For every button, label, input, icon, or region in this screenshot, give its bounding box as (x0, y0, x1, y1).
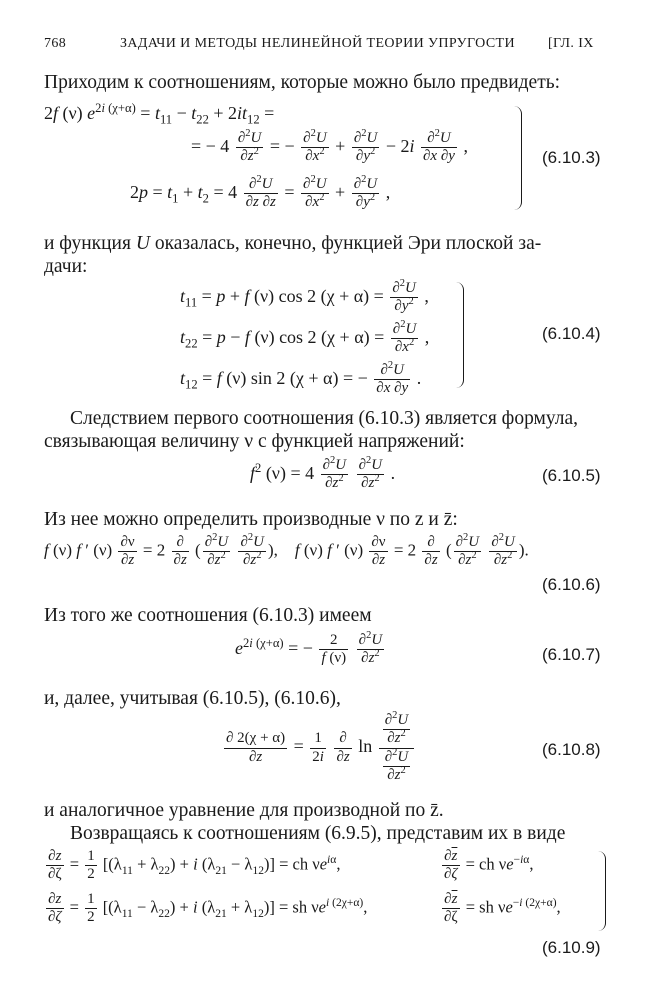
paragraph: и, далее, учитывая (6.10.5), (6.10.6), (44, 688, 341, 709)
paragraph: дачи: (44, 256, 88, 277)
equation-line: $\frac{\partial 2(\chi + \alpha)}{\partial z}$ = $\frac{1}{2i}$ $\frac{\partial}{\partial z}$ ln $\frac{\frac{\partial^2U}{\partial\overline{z}^2}}{\frac{\partial^2U}{\partial z^2}}$ (222, 712, 416, 784)
equation-number: (6.10.3) (542, 148, 601, 167)
paragraph: Из нее можно определить производные ν по z и z̄: (44, 509, 458, 530)
chapter-label: [ГЛ. IX (548, 36, 594, 51)
paragraph: Из того же соотношения (6.10.3) имеем (44, 605, 372, 626)
paragraph: и аналогичное уравнение для производной по z̄. (44, 800, 444, 821)
equation-brace (598, 851, 606, 931)
equation-line: $e^{2i (\chi+\alpha)}$ = − $\frac{2}{f (\nu)}$ $\frac{\partial^2U}{\partial\overline{z}^2}$ (235, 630, 383, 667)
equation-line: f (ν) f ′ (ν) $\frac{\partial\nu}{\partial z}$ = 2 $\frac{\partial}{\partial z}$ ( $\frac{\partial^2U}{\partial z^2}$ $\frac{\partial^2U}{\partial\overline{z}^2}$ ), f (ν) f ′ (ν) $\frac{\partial\nu}{\partial\overline{z}}$ = 2 $\frac{\partial}{\partial\overline{z}}$ ( $\frac{\partial^2U}{\partial z^2}$ $\frac{\partial^2U}{\partial\overline{z}^2}$ ). (44, 532, 529, 569)
equation-line: $2p = t_1 + t_2 = 4$ $\frac{\partial^2U}{\partial z \partial\overline{z}}$ = $\frac{\partial^2U}{\partial x^2}$ + $\frac{\partial^2U}{\partial y^2}$ , (130, 174, 391, 211)
equation-line: $t_{12} = f$ (ν) sin 2 (χ + α) = − $\frac{\partial^2U}{\partial x \partial y}$ . (180, 360, 422, 397)
equation-number: (6.10.4) (542, 324, 601, 343)
equation-brace (456, 282, 464, 388)
paragraph: и функция U оказалась, конечно, функцией Эри плоской за- (44, 233, 542, 254)
running-title: ЗАДАЧИ И МЕТОДЫ НЕЛИНЕЙНОЙ ТЕОРИИ УПРУГОСТИ (120, 36, 516, 51)
equation-number: (6.10.9) (542, 938, 601, 957)
equation-line: $t_{22} = p - f$ (ν) cos 2 (χ + α) = $\frac{\partial^2U}{\partial x^2}$ , (180, 319, 430, 356)
equation-line: $\frac{\partial\overline{z}}{\partial\overline{\zeta}}$ = ch $\nu e^{-i\alpha}$, (444, 848, 534, 883)
equation-line: $\frac{\partial\overline{z}}{\partial\zeta}$ = sh $\nu e^{-i (2\chi+\alpha)}$, (444, 891, 561, 926)
equation-line: $t_{11} = p + f$ (ν) cos 2 (χ + α) = $\frac{\partial^2U}{\partial y^2}$ , (180, 278, 429, 315)
paragraph: Возвращаясь к соотношениям (6.9.5), представим их в виде (70, 823, 566, 844)
paragraph: связывающая величину ν с функцией напряжений: (44, 431, 465, 452)
equation-line: 2f (ν) $e^{2i (\chi+\alpha)} = t_{11} - t_{22} + 2it_{12}$ = (44, 101, 275, 127)
equation-line: $\frac{\partial z}{\partial\overline{\zeta}}$ = $\frac{1}{2}$ [$(\lambda_{11} - \lambda_{22}) + i$ $(\lambda_{21} + \lambda_{12})$] = sh $\nu e^{i (2\chi+\alpha)}$, (48, 891, 368, 926)
equation-line: $f^2$ (ν) = 4 $\frac{\partial^2U}{\partial z^2}$ $\frac{\partial^2U}{\partial\overline{z}^2}$ . (250, 455, 396, 492)
equation-brace (514, 106, 522, 210)
equation-number: (6.10.6) (542, 575, 601, 594)
equation-line: $\frac{\partial z}{\partial\zeta}$ = $\frac{1}{2}$ [$(\lambda_{11} + \lambda_{22}) + i$ $(\lambda_{21} - \lambda_{12})$] = ch $\nu e^{i\alpha}$, (48, 848, 341, 883)
page-number: 768 (44, 36, 67, 51)
equation-line: = − 4 $\frac{\partial^2U}{\partial\overline{z}^2}$ = − $\frac{\partial^2U}{\partial x^2}$ + $\frac{\partial^2U}{\partial y^2}$ − 2i $\frac{\partial^2U}{\partial x \partial y}$ , (191, 128, 468, 165)
equation-number: (6.10.7) (542, 645, 601, 664)
equation-number: (6.10.5) (542, 466, 601, 485)
equation-number: (6.10.8) (542, 740, 601, 759)
paragraph: Приходим к соотношениям, которые можно было предвидеть: (44, 72, 561, 93)
paragraph: Следствием первого соотношения (6.10.3) является формула, (70, 408, 579, 429)
